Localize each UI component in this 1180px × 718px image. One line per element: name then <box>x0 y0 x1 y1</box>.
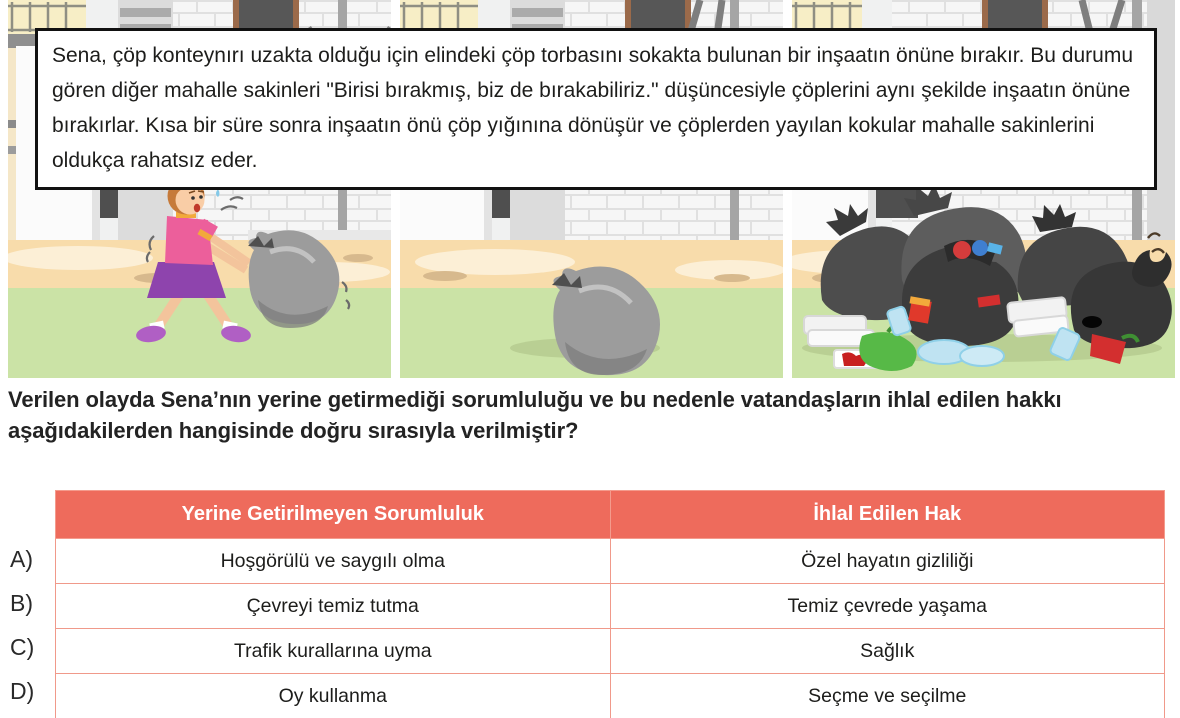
option-row-d[interactable] <box>56 674 1165 718</box>
option-letter-d: D) <box>10 677 35 704</box>
cell-responsibility: Hoşgörülü ve saygılı olma <box>56 539 611 584</box>
question-text: Verilen olayda Sena’nın yerine getirmediği sorumluluğu ve bu nedenle vatandaşların ihlal edilen hakkı aşağıdakilerden hangisinde doğru sırasıyla verilmiştir? <box>8 387 1062 443</box>
cell-right: Özel hayatın gizliliği <box>610 539 1165 584</box>
option-row-c[interactable] <box>56 629 1165 674</box>
options-table <box>55 490 1165 718</box>
option-letters-column <box>0 490 55 718</box>
table-header-row <box>56 491 1165 539</box>
scenario-text: Sena, çöp konteynırı uzakta olduğu için elindeki çöp torbasını sokakta bulunan bir inşaatın önüne bırakır. Bu durumu gören diğer mahalle sakinleri "Birisi bırakmış, biz de bırakabiliriz." düşüncesiyle çöplerini aynı şekilde inşaatın önüne bırakırlar. Kısa bir süre sonra inşaatın önü çöp yığınına dönüşür ve çöplerden yayılan kokular mahalle sakinlerini oldukça rahatsız eder. <box>52 44 1134 172</box>
options-block <box>0 490 1165 718</box>
scenario-box <box>35 28 1157 190</box>
option-letter-c: C) <box>10 633 35 660</box>
cell-right: Seçme ve seçilme <box>610 674 1165 718</box>
col-header-responsibility: Yerine Getirilmeyen Sorumluluk <box>56 491 611 539</box>
cell-responsibility: Trafik kurallarına uyma <box>56 629 611 674</box>
cell-responsibility: Oy kullanma <box>56 674 611 718</box>
trash-can-blue <box>972 240 988 256</box>
cell-right: Temiz çevrede yaşama <box>610 584 1165 629</box>
option-row-b[interactable] <box>56 584 1165 629</box>
option-letter-a: A) <box>10 545 33 572</box>
trash-can-red <box>953 241 971 259</box>
option-row-a[interactable] <box>56 539 1165 584</box>
option-letter-b: B) <box>10 589 33 616</box>
cell-right: Sağlık <box>610 629 1165 674</box>
col-header-violated-right: İhlal Edilen Hak <box>610 491 1165 539</box>
cell-responsibility: Çevreyi temiz tutma <box>56 584 611 629</box>
